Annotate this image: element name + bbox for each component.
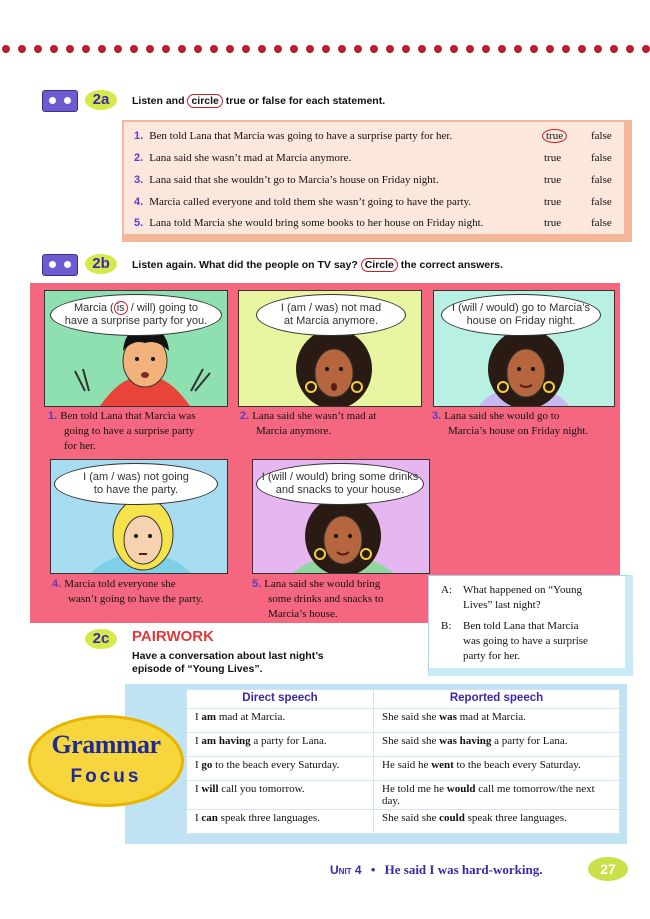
border-dot bbox=[34, 45, 42, 53]
border-dot bbox=[194, 45, 202, 53]
caption-number: 5. bbox=[252, 578, 262, 590]
bold-verb: could bbox=[439, 812, 465, 824]
badge-word-focus: Focus bbox=[70, 766, 142, 787]
text: She said she bbox=[382, 812, 440, 824]
true-option[interactable]: true bbox=[542, 129, 567, 143]
cassette-icon bbox=[42, 254, 78, 276]
border-dot bbox=[322, 45, 330, 53]
dialog-box bbox=[428, 575, 633, 676]
border-dot bbox=[450, 45, 458, 53]
border-dot bbox=[274, 45, 282, 53]
border-dot bbox=[498, 45, 506, 53]
text: I bbox=[195, 711, 202, 723]
bold-verb: am bbox=[201, 711, 217, 723]
section-number-2b: 2b bbox=[85, 254, 117, 274]
table-row bbox=[187, 781, 620, 810]
reported-cell bbox=[374, 810, 620, 834]
caption-1 bbox=[48, 409, 196, 454]
speech-bubble bbox=[441, 294, 601, 336]
bubble-line: / will) going to bbox=[127, 302, 198, 314]
table-row bbox=[187, 733, 620, 757]
bold-verb: would bbox=[446, 783, 476, 795]
statement-row bbox=[134, 196, 471, 208]
header-direct: Direct speech bbox=[187, 690, 374, 709]
true-option[interactable]: true bbox=[544, 196, 562, 208]
grammar-focus-badge bbox=[28, 715, 184, 807]
circled-word: Circle bbox=[361, 258, 398, 272]
true-option[interactable]: true bbox=[544, 217, 562, 229]
border-dot bbox=[466, 45, 474, 53]
bubble-text bbox=[83, 471, 189, 497]
text: speak three languages. bbox=[464, 812, 567, 824]
text: He said he bbox=[382, 759, 432, 771]
border-dot bbox=[386, 45, 394, 53]
border-dot bbox=[642, 45, 650, 53]
caption-line: Lana said she would go to bbox=[444, 410, 560, 422]
speaker: B: bbox=[441, 620, 452, 632]
speech-bubble bbox=[256, 294, 406, 336]
text: a party for Lana. bbox=[491, 735, 568, 747]
bubble-text bbox=[65, 302, 207, 328]
true-option[interactable]: true bbox=[544, 174, 562, 186]
border-dot bbox=[242, 45, 250, 53]
bold-verb: was bbox=[439, 711, 457, 723]
bubble-text bbox=[281, 302, 381, 328]
section-number-2c: 2c bbox=[85, 629, 117, 649]
separator: • bbox=[370, 862, 376, 877]
border-dot bbox=[418, 45, 426, 53]
bubble-line: I (am / was) not mad bbox=[280, 302, 382, 314]
top-dotted-border bbox=[0, 45, 650, 55]
text: I bbox=[195, 812, 202, 824]
grammar-table bbox=[186, 689, 620, 834]
reported-cell bbox=[374, 757, 620, 781]
dialog-line-a bbox=[441, 583, 582, 613]
reported-cell bbox=[374, 733, 620, 757]
border-dot bbox=[546, 45, 554, 53]
text: I bbox=[195, 735, 202, 747]
caption-line: Lana said she would bring bbox=[264, 578, 381, 590]
speech-bubble bbox=[54, 463, 218, 505]
false-option[interactable]: false bbox=[591, 130, 612, 142]
row-number: 2. bbox=[134, 152, 144, 164]
statement-row bbox=[134, 152, 351, 164]
page-footer bbox=[330, 862, 542, 878]
border-dot bbox=[210, 45, 218, 53]
caption-line: some drinks and snacks to bbox=[268, 593, 384, 605]
bold-verb: can bbox=[201, 812, 218, 824]
text: to the beach every Saturday. bbox=[453, 759, 581, 771]
statement-text: Lana said that she wouldn’t go to Marcia’s house on Friday night. bbox=[149, 174, 439, 186]
border-dot bbox=[354, 45, 362, 53]
statement-text: Lana told Marcia she would bring some books to her house on Friday night. bbox=[149, 217, 484, 229]
speaker: A: bbox=[441, 584, 452, 596]
statement-row bbox=[134, 174, 439, 186]
border-dot bbox=[2, 45, 10, 53]
bubble-line: have a surprise party for you. bbox=[64, 315, 208, 327]
direct-cell bbox=[187, 757, 374, 781]
caption-line: Lana said she wasn’t mad at bbox=[252, 410, 377, 422]
pairwork-title: PAIRWORK bbox=[132, 628, 214, 645]
border-dot bbox=[482, 45, 490, 53]
border-dot bbox=[610, 45, 618, 53]
border-dot bbox=[98, 45, 106, 53]
row-number: 1. bbox=[134, 130, 144, 142]
caption-number: 4. bbox=[52, 578, 62, 590]
bold-verb: am having bbox=[201, 735, 251, 747]
cassette-icon bbox=[42, 90, 78, 112]
instruction-text: Have a conversation about last night’s bbox=[132, 650, 324, 662]
false-option[interactable]: false bbox=[591, 152, 612, 164]
bubble-line: to have the party. bbox=[93, 484, 179, 496]
text: a party for Lana. bbox=[250, 735, 327, 747]
instruction-text: Listen again. What did the people on TV say? bbox=[132, 259, 361, 271]
instruction-text: true or false for each statement. bbox=[222, 95, 386, 107]
table-row bbox=[187, 757, 620, 781]
border-dot bbox=[18, 45, 26, 53]
table-row bbox=[187, 709, 620, 733]
dialog-text: What happened on “Young bbox=[463, 584, 582, 596]
caption-4 bbox=[52, 577, 203, 607]
dialog-text: party for her. bbox=[463, 650, 521, 662]
text: He told me he bbox=[382, 783, 447, 795]
instruction-text: the correct answers. bbox=[397, 259, 503, 271]
section-number-2a: 2a bbox=[85, 90, 117, 110]
caption-line: for her. bbox=[64, 440, 96, 452]
statement-text: Ben told Lana that Marcia was going to have a surprise party for her. bbox=[149, 130, 453, 142]
speech-bubble bbox=[50, 294, 222, 336]
true-false-box bbox=[122, 120, 632, 242]
instruction-2a bbox=[132, 95, 385, 107]
caption-line: Ben told Lana that Marcia was bbox=[60, 410, 196, 422]
direct-cell bbox=[187, 810, 374, 834]
dialog-line-b bbox=[441, 619, 588, 664]
row-number: 5. bbox=[134, 217, 144, 229]
unit-label: Unit 4 bbox=[330, 863, 362, 877]
bubble-line: house on Friday night. bbox=[466, 315, 576, 327]
caption-line: Marcia’s house on Friday night. bbox=[448, 425, 589, 437]
direct-cell bbox=[187, 733, 374, 757]
caption-line: Marcia anymore. bbox=[256, 425, 332, 437]
border-dot bbox=[162, 45, 170, 53]
instruction-2c bbox=[132, 650, 324, 676]
text: She said she bbox=[382, 735, 440, 747]
text: mad at Marcia. bbox=[216, 711, 286, 723]
caption-5 bbox=[252, 577, 383, 622]
caption-number: 1. bbox=[48, 410, 58, 422]
text: mad at Marcia. bbox=[456, 711, 526, 723]
border-dot bbox=[306, 45, 314, 53]
reported-cell bbox=[374, 709, 620, 733]
text: speak three languages. bbox=[217, 812, 320, 824]
bubble-line: Marcia ( bbox=[74, 302, 114, 314]
circled-answer: is bbox=[114, 301, 128, 315]
text: call you tomorrow. bbox=[218, 783, 305, 795]
direct-cell bbox=[187, 781, 374, 810]
statement-text: Lana said she wasn’t mad at Marcia anymore. bbox=[149, 152, 352, 164]
false-option[interactable]: false bbox=[591, 217, 612, 229]
border-dot bbox=[130, 45, 138, 53]
bubble-line: I (will / would) bring some drinks bbox=[261, 471, 419, 483]
statement-row bbox=[134, 217, 483, 229]
border-dot bbox=[434, 45, 442, 53]
table-header bbox=[187, 690, 620, 709]
caption-line: wasn’t going to have the party. bbox=[68, 593, 204, 605]
border-dot bbox=[578, 45, 586, 53]
bold-verb: went bbox=[431, 759, 454, 771]
unit-title: He said I was hard-working. bbox=[384, 862, 543, 877]
dialog-text: Ben told Lana that Marcia bbox=[463, 620, 579, 632]
border-dot bbox=[370, 45, 378, 53]
bubble-line: at Marcia anymore. bbox=[283, 315, 379, 327]
border-dot bbox=[226, 45, 234, 53]
instruction-text: episode of “Young Lives”. bbox=[132, 663, 263, 675]
text: I bbox=[195, 783, 202, 795]
direct-cell bbox=[187, 709, 374, 733]
table-row bbox=[187, 810, 620, 834]
instruction-text: Listen and bbox=[132, 95, 188, 107]
page-number: 27 bbox=[588, 857, 628, 881]
border-dot bbox=[290, 45, 298, 53]
caption-line: Marcia’s house. bbox=[268, 608, 338, 620]
border-dot bbox=[146, 45, 154, 53]
circled-word: circle bbox=[187, 94, 222, 108]
text: to the beach every Saturday. bbox=[212, 759, 340, 771]
border-dot bbox=[402, 45, 410, 53]
border-dot bbox=[258, 45, 266, 53]
border-dot bbox=[114, 45, 122, 53]
text: I bbox=[195, 759, 202, 771]
border-dot bbox=[514, 45, 522, 53]
text: call me tomorrow/the next day. bbox=[382, 783, 595, 807]
dialog-text: was going to have a surprise bbox=[463, 635, 588, 647]
border-dot bbox=[338, 45, 346, 53]
border-dot bbox=[594, 45, 602, 53]
border-dot bbox=[50, 45, 58, 53]
text: She said she bbox=[382, 711, 440, 723]
bold-verb: was having bbox=[439, 735, 492, 747]
border-dot bbox=[530, 45, 538, 53]
bubble-line: I (will / would) go to Marcia’s bbox=[452, 302, 590, 314]
statement-text: Marcia called everyone and told them she wasn’t going to have the party. bbox=[149, 196, 472, 208]
reported-cell bbox=[374, 781, 620, 810]
border-dot bbox=[66, 45, 74, 53]
bubble-text bbox=[452, 302, 590, 328]
border-dot bbox=[626, 45, 634, 53]
caption-2 bbox=[240, 409, 376, 439]
badge-word-grammar: Grammar bbox=[51, 730, 161, 759]
caption-number: 3. bbox=[432, 410, 442, 422]
bold-verb: will bbox=[201, 783, 219, 795]
row-number: 4. bbox=[134, 196, 144, 208]
border-dot bbox=[82, 45, 90, 53]
dialog-text: Lives” last night? bbox=[463, 599, 541, 611]
header-reported: Reported speech bbox=[374, 690, 620, 709]
caption-line: going to have a surprise party bbox=[64, 425, 195, 437]
false-option[interactable]: false bbox=[591, 174, 612, 186]
false-option[interactable]: false bbox=[591, 196, 612, 208]
instruction-2b bbox=[132, 259, 503, 271]
bubble-line: and snacks to your house. bbox=[275, 484, 405, 496]
caption-line: Marcia told everyone she bbox=[64, 578, 176, 590]
statement-row bbox=[134, 130, 452, 142]
caption-3 bbox=[432, 409, 588, 439]
bold-verb: go bbox=[201, 759, 213, 771]
border-dot bbox=[178, 45, 186, 53]
caption-number: 2. bbox=[240, 410, 250, 422]
true-option[interactable]: true bbox=[544, 152, 562, 164]
border-dot bbox=[562, 45, 570, 53]
bubble-text bbox=[262, 471, 419, 497]
speech-bubble bbox=[256, 463, 424, 505]
row-number: 3. bbox=[134, 174, 144, 186]
bubble-line: I (am / was) not going bbox=[83, 471, 189, 483]
